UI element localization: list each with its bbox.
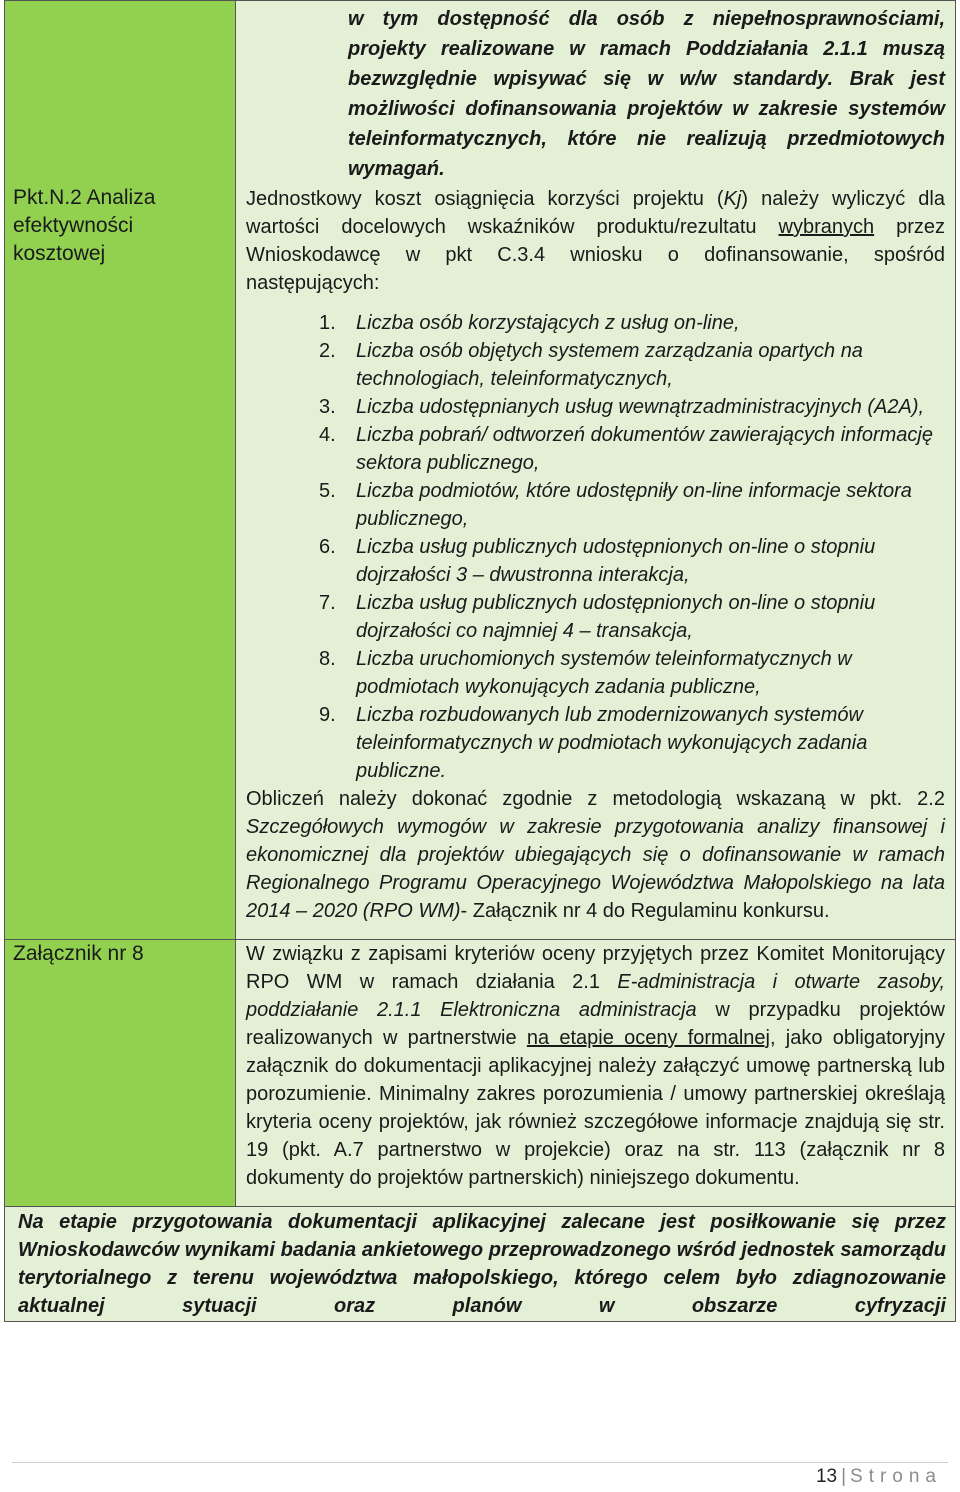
outro-text-a: Obliczeń należy dokonać zgodnie z metodologią wskazaną w pkt. 2.2 [246,788,945,810]
intro-underlined: wybranych [778,216,875,238]
intro-text-b: ) należy wyliczyć dla wartości docelowych wskaźników produktu/rezultatu [246,188,945,238]
outro-text-b: - Załącznik nr 4 do Regulaminu konkursu. [460,900,830,922]
intro-paragraph [246,185,945,297]
page-separator: | [841,1466,847,1487]
zal-text-2: w przypadku projektów realizowanych w partnerstwie [246,999,945,1049]
zal-text-1: W związku z zapisami kryteriów oceny przyjętych przez Komitet Monitorujący RPO WM w ramach działania 2.1 [246,943,945,993]
zal-italic: E-administracja i otwarte zasoby, poddziałanie 2.1.1 Elektroniczna administracja [246,971,945,1021]
table-row-analiza [5,1,956,940]
intro-text-c: przez Wnioskodawcę w pkt C.3.4 wniosku o dofinansowanie, spośród następujących: [246,216,945,294]
list-item: Liczba osób korzystających z usług on-line, [356,312,740,334]
page-word: Strona [850,1466,942,1487]
zalacznik-paragraph [246,940,945,1192]
list-item: Liczba usług publicznych udostępnionych on-line o stopniu dojrzałości co najmniej 4 – transakcja, [356,592,876,642]
footer-note: Na etapie przygotowania dokumentacji aplikacyjnej zalecane jest posiłkowanie się przez Wnioskodawców wynikami badania ankietowego przeprowadzonego wśród jednostek samorządu terytorialnego z terenu województwa małopolskiego, którego celem było zdiagnozowanie aktualnej sytuacji oraz planów w obszarze cyfryzacji [18,1211,946,1317]
row-label: Załącznik nr 8 [13,942,144,965]
footer-divider [12,1462,948,1463]
document-page [4,0,956,1322]
continuation-text: w tym dostępność dla osób z niepełnosprawnościami, projekty realizowane w ramach Poddziałania 2.1.1 muszą bezwzględnie wpisywać się w w/w standardy. Brak jest możliwości dofinansowania projektów w zakresie systemów teleinformatycznych, które nie realizują przedmiotowych wymagań. [348,8,945,180]
list-item: Liczba uruchomionych systemów teleinformatycznych w podmiotach wykonujących zadania publiczne, [356,648,852,698]
row-content-cell [236,940,956,1207]
intro-kj: Kj [723,188,742,210]
outro-paragraph [246,785,945,925]
table-row-zalacznik [5,940,956,1207]
criteria-table [4,0,956,1322]
table-row-note [5,1207,956,1322]
row-content-cell [236,1,956,940]
zal-text-3: , jako obligatoryjny załącznik do dokumentacji aplikacyjnej należy załączyć umowę partnerską lub porozumienie. Minimalny zakres porozumienia / umowy partnerskiej określają kryteria oceny projektów, jak również szczegółowe informacje znajdują się str. 19 (pkt. A.7 partnerstwo w projekcie) oraz na str. 113 (załącznik nr 8 dokumenty do projektów partnerskich) niniejszego dokumentu. [246,1027,945,1189]
row-label: Pkt.N.2 Analiza efektywności kosztowej [13,186,156,265]
note-cell [5,1207,956,1322]
page-number-value: 13 [815,1466,838,1487]
list-item: Liczba pobrań/ odtworzeń dokumentów zawierających informację sektora publicznego, [356,424,933,474]
list-item: Liczba osób objętych systemem zarządzania opartych na technologiach, teleinformatycznych, [356,340,863,390]
page-number [816,1466,942,1488]
list-item: Liczba usług publicznych udostępnionych on-line o stopniu dojrzałości 3 – dwustronna interakcja, [356,536,876,586]
list-item: Liczba udostępnianych usług wewnątrzadministracyjnych (A2A), [356,396,925,418]
indicator-list [246,309,945,785]
outro-italic: Szczegółowych wymogów w zakresie przygotowania analizy finansowej i ekonomicznej dla projektów ubiegających się o dofinansowanie w ramach Regionalnego Programu Operacyjnego Województwa Małopolskiego na lata 2014 – 2020 (RPO WM) [246,816,945,922]
intro-text-a: Jednostkowy koszt osiągnięcia korzyści projektu ( [246,188,724,210]
list-item: Liczba podmiotów, które udostępniły on-line informacje sektora publicznego, [356,480,912,530]
list-item: Liczba rozbudowanych lub zmodernizowanych systemów teleinformatycznych w podmiotach wykonujących zadania publiczne. [356,704,868,782]
row-label-cell [5,1,236,940]
zal-underlined: na etapie oceny formalnej [526,1027,770,1049]
row-label-cell [5,940,236,1207]
